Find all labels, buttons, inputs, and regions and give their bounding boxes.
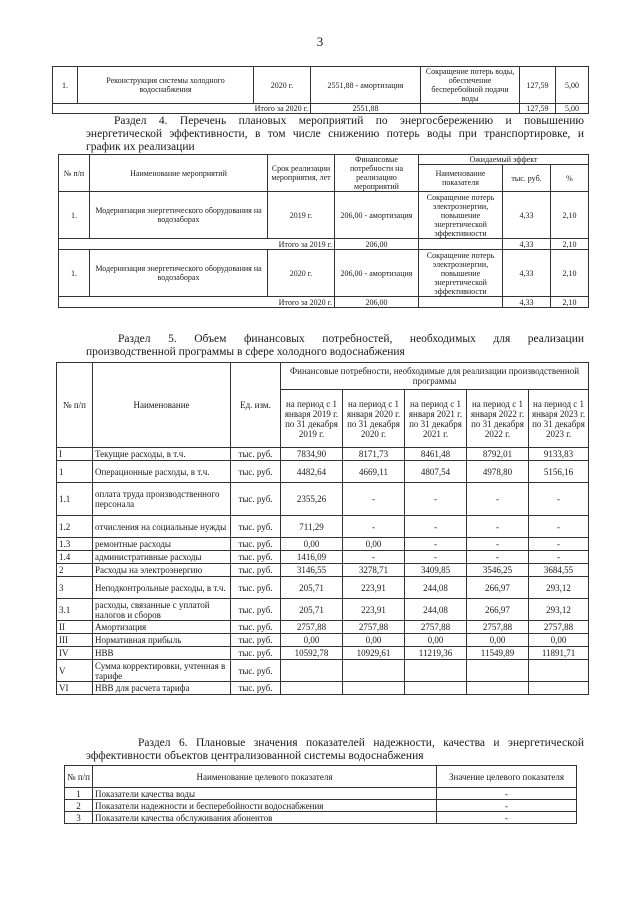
- table-row: 1. Модернизация энергетического оборудования на водозаборах 2020 г. 206,00 - амортизация Сокращение потерь электроэнергии, повышение энергетической эффективности 4,33 2,10: [59, 250, 589, 297]
- header-row: № п/п Наименование Ед. изм. Финансовые потребности, необходимые для реализации производственной программы: [57, 363, 589, 390]
- header-row: на период с 1 января 2019 г. по 31 декабря 2019 г. на период с 1 января 2020 г. по 31 декабря 2020 г. на период с 1 января 2021 г. по 31 декабря 2021 г. на период с 1 января 2022 г. по 31 декабря 2022 г. на период с 1 января 2023 г. по 31 декабря 2023 г.: [57, 390, 589, 448]
- table-row: V Сумма корректировки, учтенная в тарифе тыс. руб.: [57, 660, 589, 682]
- section-6-title-cont: эффективности объектов централизованной системы водоснабжения: [86, 750, 424, 762]
- page-number: 3: [316, 34, 324, 49]
- table-row: 3 Показатели качества обслуживания абонентов -: [65, 812, 577, 824]
- table-row: III Нормативная прибыль тыс. руб. 0,00 0,00 0,00 0,00 0,00: [57, 634, 589, 647]
- financial-needs-table: [56, 362, 589, 695]
- table-row: VI НВВ для расчета тарифа тыс. руб.: [57, 682, 589, 695]
- section-6-title: Раздел 6. Плановые значения показателей надежности, качества и энергетической: [138, 737, 584, 749]
- section-4-title: Раздел 4. Перечень плановых мероприятий по энергосбережению и повышению энергетической эффективности, в том числе снижению потерь воды при транспортировке, и график их реализации: [86, 115, 584, 153]
- table-row: 1. Модернизация энергетического оборудования на водозаборах 2019 г. 206,00 - амортизация Сокращение потерь электроэнергии, повышение энергетической эффективности 4,33 2,10: [59, 192, 589, 239]
- table-row: I Текущие расходы, в т.ч. тыс. руб. 7834,90 8171,73 8461,48 8792,01 9133,83: [57, 448, 589, 461]
- table-row: 3.1 расходы, связанные с уплатой налогов и сборов тыс. руб. 205,71 223,91 244,08 266,97 293,12: [57, 599, 589, 621]
- table-row: 2 Расходы на электроэнергию тыс. руб. 3146,55 3278,71 3409,85 3546,25 3684,55: [57, 564, 589, 577]
- table-row: 1.1 оплата труда производственного персонала тыс. руб. 2355,26 - - - -: [57, 483, 589, 516]
- energy-measures-table: [58, 154, 589, 308]
- total-row: Итого за 2020 г. 2551,88 127,59 5,00: [53, 104, 589, 114]
- header-row: Наименование показателя тыс. руб. %: [59, 165, 589, 192]
- table-row: 1.3 ремонтные расходы тыс. руб. 0,00 0,00 - - -: [57, 538, 589, 551]
- total-row: Итого за 2020 г. 206,00 4,33 2,10: [59, 297, 589, 308]
- table-row: 1 Операционные расходы, в т.ч. тыс. руб. 4482,64 4669,11 4807,54 4978,80 5156,16: [57, 461, 589, 483]
- table-row: 1 Показатели качества воды -: [65, 788, 577, 800]
- section-5-title: Раздел 5. Объем финансовых потребностей, необходимых для реализации: [118, 333, 584, 345]
- total-row: Итого за 2019 г. 206,00 4,33 2,10: [59, 239, 589, 250]
- section-5-title-cont: производственной программы в сфере холодного водоснабжения: [86, 346, 405, 358]
- table-row: 2 Показатели надежности и бесперебойности водоснабжения -: [65, 800, 577, 812]
- target-indicators-table: [64, 765, 577, 824]
- table-row: 1.2 отчисления на социальные нужды тыс. руб. 711,29 - - - -: [57, 516, 589, 538]
- table-row: 3 Неподконтрольные расходы, в т.ч. тыс. руб. 205,71 223,91 244,08 266,97 293,12: [57, 577, 589, 599]
- table-row: II Амортизация тыс. руб. 2757,88 2757,88 2757,88 2757,88 2757,88: [57, 621, 589, 634]
- table-row: 1. Реконструкция системы холодного водоснабжения 2020 г. 2551,88 - амортизация Сокращение потерь воды, обеспечение бесперебойной подачи воды 127,59 5,00: [53, 67, 589, 104]
- header-row: № п/п Наименование целевого показателя Значение целевого показателя: [65, 766, 577, 788]
- reconstruction-table: [52, 66, 589, 114]
- table-row: 1.4 административные расходы тыс. руб. 1416,09 - - - -: [57, 551, 589, 564]
- table-row: IV НВВ тыс. руб. 10592,78 10929,61 11219,36 11549,89 11891,71: [57, 647, 589, 660]
- header-row: № п/п Наименование мероприятий Срок реализации мероприятия, лет Финансовые потребности на реализацию мероприятий Ожидаемый эффект: [59, 155, 589, 165]
